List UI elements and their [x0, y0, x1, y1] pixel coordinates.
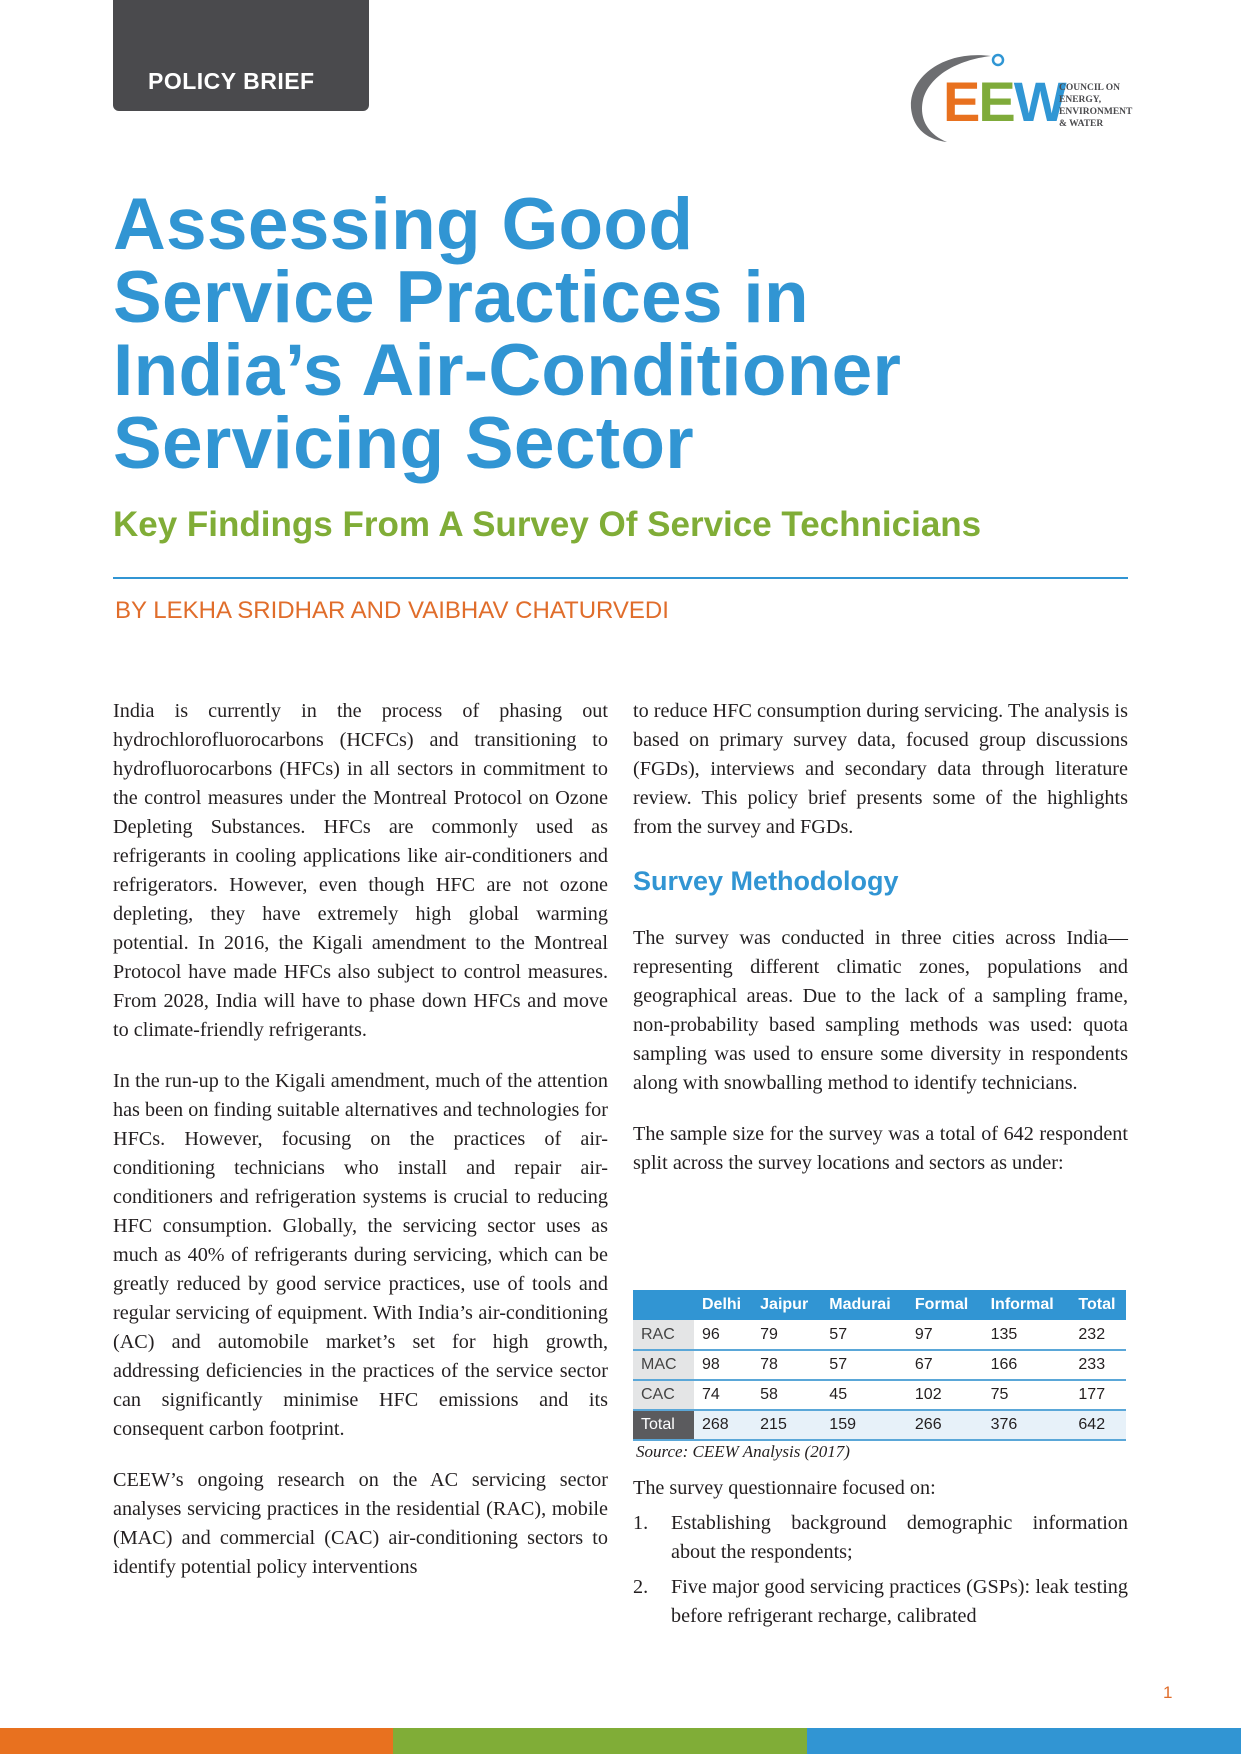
- table-cell: 232: [1070, 1320, 1126, 1350]
- body-paragraph: India is currently in the process of phasing out hydrochlorofluorocarbons (HCFCs) and transitioning to hydrofluorocarbons (HFCs) in all sectors in commitment to the control measures under the Montreal Protocol on Ozone Depleting Substances. HFCs are commonly used as refrigerants in cooling applications like air-conditioners and refrigerators. However, even though HFC are not ozone depleting, they have extremely high global warming potential. In 2016, the Kigali amendment to the Montreal Protocol have made HFCs also subject to control measures. From 2028, India will have to phase down HFCs and move to climate-friendly refrigerants.: [113, 700, 608, 1041]
- table-total-row: [633, 1410, 1126, 1440]
- questionnaire-list: [633, 1509, 1128, 1637]
- body-paragraph: In the run-up to the Kigali amendment, much of the attention has been on finding suitable alternatives and technologies for HFCs. However, focusing on the practices of air-conditioning technicians who install and repair air-conditioners and refrigeration systems is crucial to reducing HFC consumption. Globally, the servicing sector uses as much as 40% of refrigerants during servicing, which can be greatly reduced by good service practices, use of tools and regular servicing of equipment. With India’s air-conditioning (AC) and automobile market’s set for high growth, addressing deficiencies in the practices of the service sector can significantly minimise HFC emissions and its consequent carbon footprint.: [113, 1070, 608, 1440]
- footer-bar-blue: [807, 1728, 1241, 1754]
- table-cell: 135: [983, 1320, 1071, 1350]
- section-heading: Survey Methodology: [633, 866, 899, 896]
- table-cell: 78: [752, 1350, 821, 1380]
- table-cell: 57: [821, 1320, 907, 1350]
- table-cell: 57: [821, 1350, 907, 1380]
- title-divider: [113, 577, 1128, 579]
- table-header-cell: Delhi: [694, 1290, 752, 1320]
- body-paragraph: to reduce HFC consumption during servicing. The analysis is based on primary survey data, focused group discussions (FGDs), interviews and secondary data through literature review. This policy brief presents some of the highlights from the survey and FGDs.: [633, 700, 1128, 838]
- table-header-cell: Formal: [907, 1290, 983, 1320]
- table-cell: 67: [907, 1350, 983, 1380]
- table-cell: 74: [694, 1380, 752, 1410]
- table-cell: 268: [694, 1410, 752, 1440]
- table-header-cell: Jaipur: [752, 1290, 821, 1320]
- table-row-label: Total: [633, 1410, 694, 1440]
- table-row: [633, 1350, 1126, 1380]
- logo-wordmark: EEW: [943, 70, 1065, 133]
- table-cell: 159: [821, 1410, 907, 1440]
- table-cell: 79: [752, 1320, 821, 1350]
- policy-brief-tag: [113, 0, 369, 111]
- table-cell: 233: [1070, 1350, 1126, 1380]
- table-header-cell: Total: [1070, 1290, 1126, 1320]
- title-line: India’s Air-Conditioner: [113, 330, 902, 411]
- table-cell: 177: [1070, 1380, 1126, 1410]
- footer-bar-green: [393, 1728, 807, 1754]
- table-cell: 45: [821, 1380, 907, 1410]
- table-header-cell: Informal: [983, 1290, 1071, 1320]
- page-subtitle: Key Findings From A Survey Of Service Technicians: [113, 505, 982, 544]
- page-number: 1: [1163, 1683, 1173, 1702]
- left-column: [113, 697, 608, 1604]
- body-paragraph: CEEW’s ongoing research on the AC servicing sector analyses servicing practices in the residential (RAC), mobile (MAC) and commercial (CAC) air-conditioning sectors to identify potential policy interventions: [113, 1469, 608, 1578]
- title-line: Servicing Sector: [113, 403, 694, 484]
- title-line: Assessing Good: [113, 184, 694, 265]
- list-item-number: 2.: [633, 1576, 649, 1598]
- table-cell: 58: [752, 1380, 821, 1410]
- table-row-label: RAC: [633, 1320, 694, 1350]
- table-cell: 102: [907, 1380, 983, 1410]
- list-item-text: Establishing background demographic information about the respondents;: [671, 1512, 1128, 1563]
- table-source-note: Source: CEEW Analysis (2017): [636, 1442, 850, 1461]
- sample-size-table: [633, 1290, 1126, 1441]
- author-byline: BY LEKHA SRIDHAR AND VAIBHAV CHATURVEDI: [115, 597, 669, 624]
- list-item: [633, 1573, 1128, 1631]
- right-column: [633, 697, 1128, 1178]
- logo-org-name: COUNCIL ON ENERGY, ENVIRONMENT & WATER: [1059, 83, 1133, 129]
- table-row-label: CAC: [633, 1380, 694, 1410]
- table-row-label: MAC: [633, 1350, 694, 1380]
- title-line: Service Practices in: [113, 257, 809, 338]
- footer-bar-orange: [0, 1728, 393, 1754]
- list-item-number: 1.: [633, 1512, 649, 1534]
- table-cell: 166: [983, 1350, 1071, 1380]
- table-cell: 376: [983, 1410, 1071, 1440]
- list-item-text: Five major good servicing practices (GSPs): leak testing before refrigerant recharge, calibrated: [671, 1576, 1128, 1627]
- table-header-cell: [633, 1290, 694, 1320]
- table-header-cell: Madurai: [821, 1290, 907, 1320]
- table-cell: 98: [694, 1350, 752, 1380]
- table-row: [633, 1380, 1126, 1410]
- questionnaire-intro: The survey questionnaire focused on:: [633, 1477, 936, 1499]
- body-paragraph: The survey was conducted in three cities across India—representing different climatic zones, populations and geographical areas. Due to the lack of a sampling frame, non-probability based sampling methods was used: quota sampling was used to ensure some diversity in respondents along with snowballing method to identify technicians.: [633, 927, 1128, 1094]
- table-cell: 75: [983, 1380, 1071, 1410]
- list-item: [633, 1509, 1128, 1567]
- table-row: [633, 1320, 1126, 1350]
- table-cell: 96: [694, 1320, 752, 1350]
- policy-brief-label: POLICY BRIEF: [148, 68, 315, 94]
- page-title: [113, 184, 1133, 484]
- body-paragraph: The sample size for the survey was a total of 642 respondent split across the survey locations and sectors as under:: [633, 1123, 1128, 1174]
- table-cell: 642: [1070, 1410, 1126, 1440]
- table-cell: 266: [907, 1410, 983, 1440]
- table-cell: 97: [907, 1320, 983, 1350]
- table-header-row: [633, 1290, 1126, 1320]
- ceew-logo: [905, 46, 1133, 156]
- table-cell: 215: [752, 1410, 821, 1440]
